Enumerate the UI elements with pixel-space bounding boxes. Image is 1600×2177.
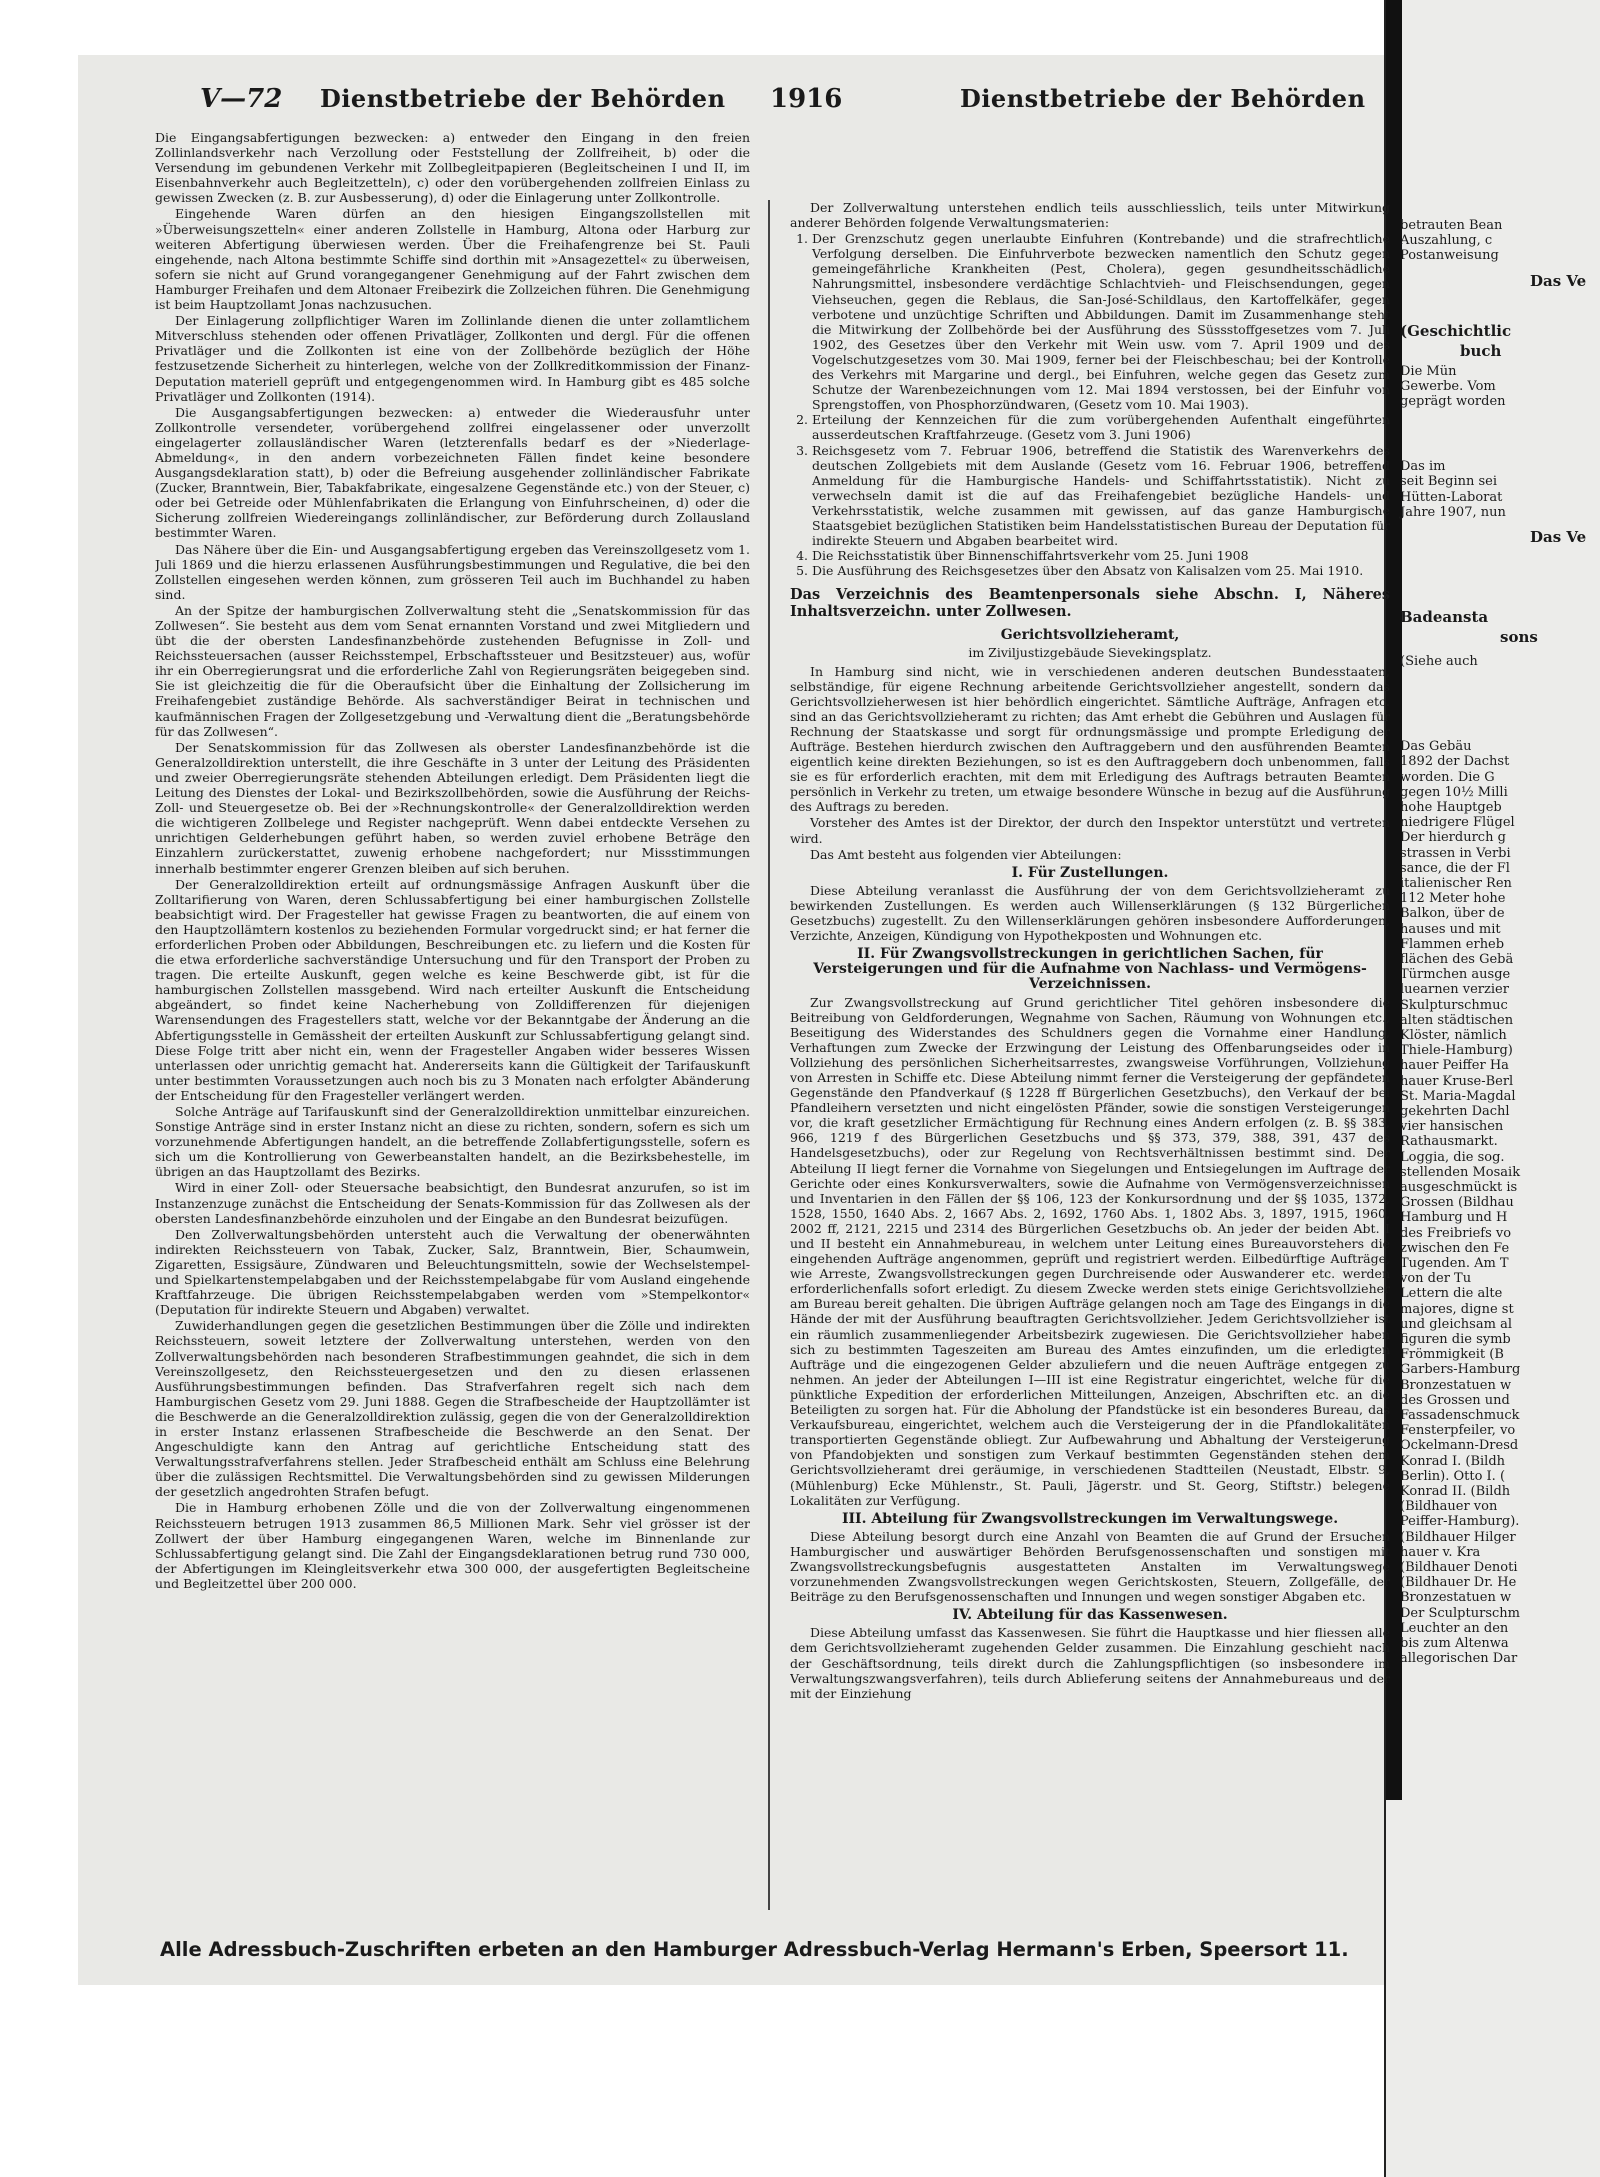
- column-divider: [768, 200, 770, 1910]
- fragment-line: (Bildhauer Hilger: [1400, 1529, 1516, 1545]
- fragment-line: des Freibriefs vo: [1400, 1225, 1512, 1241]
- page-number: V—72: [200, 84, 283, 114]
- fragment-line: Auszahlung, c: [1400, 233, 1493, 249]
- paragraph: Vorsteher des Amtes ist der Direktor, der durch den Inspektor unterstützt und vertreten wird.: [790, 815, 1390, 846]
- fragment-line: hohe Hauptgeb: [1400, 800, 1502, 815]
- fragment-line: Loggia, die sog.: [1400, 1149, 1505, 1165]
- fragment-line: geprägt worden: [1400, 394, 1506, 409]
- paragraph: Die Eingangsabfertigungen bezwecken: a) entweder den Eingang in den freien Zollinlandsverkehr nach Verzollung oder Feststellung der Zollfreiheit, b) oder die Versendung im gebundenen Verkehr mit Zollbegleitpapieren (Begleitscheinen I und II, im Eisenbahnverkehr auch Begleitzetteln), c) oder den vorübergehenden zollfreien Einlass zu gewissen Zwecken (z. B. zur Ausbesserung), d) oder die Einlagerung unter Zollkontrolle.: [155, 130, 750, 206]
- fragment-line: Leuchter an den: [1400, 1620, 1509, 1636]
- paragraph: Zuwiderhandlungen gegen die gesetzlichen Bestimmungen über die Zölle und indirekten Reichssteuern, soweit letztere der Zollverwaltung unterstehen, werden von den Zollverwaltungsbehörden nach besonderen Strafbestimmungen geahndet, die sich in dem Vereinszollgesetz, den Reichssteuergesetzen und den zu diesen erlassenen Ausführungsbestimmungen befinden. Das Strafverfahren regelt sich nach dem Hamburgischen Gesetz vom 29. Juni 1888. Gegen die Strafbescheide der Hauptzollämter ist die Beschwerde an die Generalzolldirektion zulässig, gegen die von der Generalzolldirektion in erster Instanz erlassenen Strafbescheide die Beschwerde an den Senat. Der Angeschuldigte kann den Antrag auf gerichtliche Entscheidung statt des Verwaltungsstrafverfahrens stellen. Jeder Strafbescheid enthält am Schluss eine Belehrung über die zulässigen Rechtsmittel. Die Verwaltungsbehörden sind zu gewissen Milderungen der gesetzlich angedrohten Strafen befugt.: [155, 1318, 750, 1500]
- section-text: Zur Zwangsvollstreckung auf Grund gerichtlicher Titel gehören insbesondere die Beitreibung von Geldforderungen, Wegnahme von Sachen, Räumung von Wohnungen etc., Beseitigung des Widerstandes des Schuldners gegen die Vornahme einer Handlung, Verhaftungen zum Zwecke der Erzwingung der Leistung des Offenbarungseides oder in Vollziehung des persönlichen Sicherheitsarrestes, zwangsweise Vorführungen, Vollziehung von Arresten in Schiffe etc. Diese Abteilung nimmt ferner die Versteigerung der gepfändeten Gegenstände den Pfandverkauf (§ 1228 ff Bürgerlichen Gesetzbuchs), den Verkauf der bei Pfandleihern versetzten und nicht eingelösten Pfänder, sowie die sonstigen Versteigerungen vor, die kraft gesetzlicher Ermächtigung für Rechnung eines Andern erfolgen (z. B. §§ 383, 966, 1219 f des Bürgerlichen Gesetzbuchs und §§ 373, 379, 388, 391, 437 des Handelsgesetzbuchs), oder zur Regelung von Rechtsverhältnissen bestimmt sind. Der Abteilung II liegt ferner die Vornahme von Siegelungen und Entsiegelungen im Auftrage der Gerichte oder eines Konkursverwalters, sowie die Aufnahme von Vermögensverzeichnissen und Inventarien in den Fällen der §§ 106, 123 der Konkursordnung und der §§ 1035, 1372, 1528, 1550, 1640 Abs. 2, 1667 Abs. 2, 1692, 1760 Abs. 1, 1802 Abs. 3, 1897, 1915, 1960, 2002 ff, 2121, 2215 und 2314 des Bürgerlichen Gesetzbuchs ob. An jeder der beiden Abt. I und II besteht ein Annahmebureau, in welchem unter Leitung eines Bureauvorstehers die eingehenden Aufträge angenommen, geprüft und registriert werden. Eilbedürftige Aufträge, wie Arreste, Zwangsvollstreckungen gegen Durchreisende oder Auswanderer etc. werden erforderlichenfalls sofort erledigt. Zu diesem Zwecke werden stets einige Gerichtsvollzieher am Bureau bereit gehalten. Die übrigen Aufträge gelangen noch am Tage des Eingangs in die Hände der mit der Ausführung beauftragten Gerichtsvollzieher. Jedem Gerichtsvollzieher ist ein räumlich zusammenliegender Arbeitsbezirk zugewiesen. Die Gerichtsvollzieher haben sich zu bestimmten Tageszeiten am Bureau des Amtes einzufinden, um die erledigten Aufträge und die eingezogenen Gelder abzuliefern und die neuen Aufträge entgegen zu nehmen. An jeder der Abteilungen I—III ist eine Registratur eingerichtet, welche für die pünktliche Expedition der erforderlichen Mitteilungen, Anzeigen, Abschriften etc. an die Beteiligten zu sorgen hat. Für die Abholung der Pfandstücke ist ein besonderes Bureau, das Verkaufsbureau, eingerichtet, welchem auch die Versteigerung der in die Pfandlokalitäten transportierten Gegenstände obliegt. Zur Aufbewahrung und Abhaltung der Versteigerung von Pfandobjekten und sonstigen zum Verkauf bestimmten Gegenständen stehen dem Gerichtsvollzieheramt drei geräumige, in verschiedenen Stadtteilen (Neustadt, Elbstr. 9, (Mühlenburg) Ecke Mühlenstr., St. Pauli, Jägerstr. und St. Georg, Stiftstr.) belegene Lokalitäten zur Verfügung.: [790, 994, 1390, 1508]
- section-text: Diese Abteilung veranlasst die Ausführung der von dem Gerichtsvollzieheramt zu bewirkenden Zustellungen. Es werden auch Willenserklärungen (§ 132 Bürgerlichen Gesetzbuchs) zugestellt. Zu den Willenserklärungen gehören insbesondere Aufforderungen, Verzichte, Anzeigen, Kündigung von Hypothekposten und Wohnungen etc.: [790, 882, 1390, 944]
- list-item: 2. Erteilung der Kennzeichen für die zum vorübergehenden Aufenthalt eingeführten ausserdeutschen Kraftfahrzeuge. (Gesetz vom 3. Juni 1906): [812, 412, 1390, 442]
- fragment-line: Berlin). Otto I. (: [1400, 1468, 1506, 1484]
- fragment-line: (Siehe auch: [1400, 654, 1478, 669]
- paragraph: Der Senatskommission für das Zollwesen als oberster Landesfinanzbehörde ist die Generalzolldirektion unterstellt, die ihre Geschäfte in 3 unter der Leitung des Präsidenten und zweier Oberregierungsräte stehenden Abteilungen erledigt. Dem Präsidenten liegt die Leitung des Dienstes der Lokal- und Bezirkszollbehörden, sowie die Ausführung der Reichs-Zoll- und Steuergesetze ob. Bei der »Rechnungskontrolle« der Generalzolldirektion werden die wichtigeren Zollbelege und Register nachgeprüft. Wenn dabei entdeckte Versehen zu unrichtigen Gelderhebungen geführt haben, so werden zuviel erhobene Beträge den Einzahlern zurückerstattet, zuwenig erhobene nachgefordert; nur Missstimmungen innerhalb bestimmter engerer Grenzen bleiben auf sich beruhen.: [155, 739, 750, 876]
- fragment-line: gegen 10½ Milli: [1400, 784, 1508, 800]
- intro-paragraph: Der Zollverwaltung unterstehen endlich teils ausschliesslich, teils unter Mitwirkung anderer Behörden folgende Verwaltungsmaterien:: [790, 200, 1390, 231]
- fragment-line: allegorischen Dar: [1400, 1651, 1518, 1667]
- fragment-line: (Bildhauer Dr. He: [1400, 1575, 1517, 1591]
- list-item: 4. Die Reichsstatistik über Binnenschiffahrtsverkehr vom 25. Juni 1908: [812, 548, 1390, 563]
- fragment-line: 1892 der Dachst: [1400, 754, 1510, 770]
- fragment-line: des Grossen und: [1400, 1392, 1510, 1408]
- fragment-line: (Bildhauer Denoti: [1400, 1560, 1518, 1575]
- fragment-line: Grossen (Bildhau: [1400, 1195, 1514, 1211]
- left-running-title: Dienstbetriebe der Behörden: [320, 84, 726, 113]
- fragment-line: sons: [1500, 628, 1538, 646]
- fragment-line: Das Gebäu: [1400, 739, 1472, 755]
- fragment-line: Der hierdurch g: [1400, 830, 1506, 846]
- fragment-line: Badeansta: [1400, 608, 1489, 626]
- fragment-line: worden. Die G: [1400, 769, 1495, 785]
- fragment-line: ausgeschmückt is: [1400, 1180, 1518, 1195]
- section-title: III. Abteilung für Zwangsvollstreckungen im Verwaltungswege.: [841, 1510, 1339, 1527]
- fragment-line: und gleichsam al: [1400, 1316, 1512, 1332]
- fragment-line: Fensterpfeiler, vo: [1400, 1423, 1516, 1439]
- fragment-line: hauer Peiffer Ha: [1400, 1058, 1509, 1074]
- section-title: IV. Abteilung für das Kassenwesen.: [952, 1607, 1228, 1624]
- fragment-line: von der Tu: [1400, 1271, 1472, 1287]
- fragment-line: buch: [1460, 341, 1502, 360]
- fragment-line: Ockelmann-Dresd: [1400, 1438, 1519, 1454]
- section-title: II. Für Zwangsvollstreckungen in gerichtlichen Sachen, für Versteigerungen und für die Aufnahme von Nachlass- und Vermögens-Verzeichnissen.: [813, 946, 1367, 993]
- section-text: Diese Abteilung besorgt durch eine Anzahl von Beamten die auf Grund der Ersuchen Hamburgischer und auswärtiger Behörden Berufsgenossenschaften und sonstigen mit Zwangsvollstreckungsbefugnis ausgestatteten Anstalten im Verwaltungswege vorzunehmenden Zwangsvollstreckungen wegen Gerichtskosten, Steuern, Zollgefälle, der Beiträge zu den Berufsgenossenschaften und Innungen und wegen sonstiger Abgaben etc.: [790, 1528, 1390, 1605]
- fragment-line: luearnen verzier: [1400, 982, 1509, 998]
- fragment-line: flächen des Gebä: [1400, 952, 1514, 967]
- paragraph: Die Ausgangsabfertigungen bezwecken: a) entweder die Wiederausfuhr unter Zollkontrolle versendeter, vorübergehend zollfrei eingelassener oder unverzollt eingelagerter zollausländischer Waren (letzterenfalls bedarf es der »Niederlage-Abmeldung«, in den andern vorbezeichneten Fällen findet keine besondere Ausgangsdeklaration statt), b) oder die Befreiung ausgehender zollinländischer Fabrikate (Zucker, Branntwein, Bier, Tabakfabrikate, eingesalzene Gegenstände etc.) von der Steuer, c) oder bei Getreide oder Mühlenfabrikaten die Erlangung von Einfuhrscheinen, d) oder die Sicherung zollfreien Wiedereingangs zollinländischer, zur Beförderung durch Zollausland bestimmter Waren.: [155, 404, 750, 541]
- fragment-line: Skulpturschmuc: [1400, 997, 1508, 1013]
- fragment-line: Das im: [1400, 459, 1446, 475]
- fragment-line: Der Sculpturschm: [1400, 1605, 1520, 1621]
- fragment-line: Die Mün: [1400, 363, 1457, 379]
- fragment-line: Klöster, nämlich: [1400, 1028, 1507, 1043]
- fragment-line: Peiffer-Hamburg).: [1400, 1514, 1520, 1530]
- fragment-line: Konrad II. (Bildh: [1400, 1484, 1511, 1499]
- fragment-line: Hütten-Laborat: [1400, 489, 1503, 505]
- fragment-line: St. Maria-Magdal: [1400, 1088, 1516, 1104]
- paragraph: Wird in einer Zoll- oder Steuersache beabsichtigt, den Bundesrat anzurufen, so ist im Instanzenzuge zunächst die Entscheidung der Senats-Kommission für das Zollwesen als der obersten Landesfinanzbehörde einzuholen und der Eingabe an den Bundesrat beizufügen.: [155, 1180, 750, 1226]
- fragment-line: Thiele-Hamburg): [1400, 1043, 1513, 1059]
- list-item: 3. Reichsgesetz vom 7. Februar 1906, betreffend die Statistik des Warenverkehrs des deutschen Zollgebiets mit dem Auslande (Gesetz vom 16. Februar 1906, betreffend Anmeldung für die Hamburgische Handels- und Schiffahrtsstatistik). Nicht zu verwechseln damit ist die auf das Freihafengebiet bezügliche Handels- und Verkehrsstatistik, welche zusammen mit gewissen, auf das ganze Hamburgische Staatsgebiet bezüglichen Statistiken beim Handelsstatistischen Bureau der Deputation für indirekte Steuern und Abgaben bearbeitet wird.: [812, 443, 1390, 549]
- paragraph: Solche Anträge auf Tarifauskunft sind der Generalzolldirektion unmittelbar einzureichen. Sonstige Anträge sind in erster Instanz nicht an diese zu richten, sondern, sofern es sich um vorzunehmende Abfertigungen handelt, an die betreffende Zollabfertigungsstelle, sofern es sich um die Kontrollierung von Gewerbeanstalten handelt, an die Bezirksbehestelle, im übrigen an das Hauptzollamt des Bezirks.: [155, 1104, 750, 1180]
- paragraph: In Hamburg sind nicht, wie in verschiedenen anderen deutschen Bundesstaaten, selbständige, für eigene Rechnung arbeitende Gerichtsvollzieher angestellt, sondern das Gerichtsvollzieherwesen ist hier behördlich eingerichtet. Sämtliche Aufträge, Anfragen etc. sind an das Gerichtsvollzieheramt zu richten; das Amt erhebt die Gebühren und Auslagen für Rechnung der Staatskasse und sorgt für ordnungsmässige und prompte Erledigung der Aufträge. Bestehen hierdurch zwischen den Auftraggebern und den ausführenden Beamten eigentlich keine direkten Beziehungen, so ist es den Auftraggebern doch unbenommen, falls sie es für erforderlich erachten, mit dem mit Erledigung des Auftrags betrauten Beamten persönlich in Verkehr zu treten, um etwaige besondere Wünsche in bezug auf die Ausführung des Auftrags zu bereden.: [790, 663, 1390, 815]
- fragment-line: zwischen den Fe: [1400, 1240, 1510, 1256]
- office-location: im Ziviljustizgebäude Sievekingsplatz.: [968, 645, 1212, 661]
- fragment-line: hauer v. Kra: [1400, 1544, 1481, 1560]
- section-title: I. Für Zustellungen.: [1011, 864, 1169, 881]
- fragment-line: hauses und mit: [1400, 921, 1501, 937]
- office-title: Gerichtsvollzieheramt,: [1000, 627, 1180, 644]
- fragment-line: Das Ve: [1530, 271, 1587, 290]
- fragment-line: hauer Kruse-Berl: [1400, 1073, 1514, 1089]
- fragment-line: Bronzestatuen w: [1400, 1590, 1512, 1606]
- list-item: 1. Der Grenzschutz gegen unerlaubte Einfuhren (Kontrebande) und die strafrechtliche Verfolgung derselben. Die Einfuhrverbote bezwecken namentlich den Schutz gegen gemeingefährliche Krankheiten (Pest, Cholera), gegen gesundheitsschädliche Nahrungsmittel, insbesondere verdächtige Schlachtvieh- und Fleischsendungen, gegen Viehseuchen, gegen die Reblaus, die San-José-Schildlaus, den Kartoffelkäfer, gegen verbotene und unzüchtige Schriften und Abbildungen. Damit im Zusammenhange steht die Mitwirkung der Zollbehörde bei der Ausführung des Süssstoffgesetzes vom 7. Juli 1902, des Gesetzes über den Verkehr mit Wein usw. vom 7. April 1909 und des Vogelschutzgesetzes vom 30. Mai 1909, ferner bei der Fleischbeschau; bei der Kontrolle des Verkehrs mit Margarine und dergl., bei Einfuhren, welche gegen das Gesetz zum Schutze der Warenbezeichnungen vom 12. Mai 1894 verstossen, bei der Einfuhr von Sprengstoffen, von Phosphorzündwaren, (Gesetz vom 10. Mai 1903).: [812, 231, 1390, 412]
- fragment-line: Konrad I. (Bildh: [1400, 1453, 1506, 1469]
- list-item: 5. Die Ausführung des Reichsgesetzes über den Absatz von Kalisalzen vom 25. Mai 1910.: [812, 563, 1390, 578]
- right-column: [790, 200, 1390, 1920]
- fragment-line: Türmchen ausge: [1400, 967, 1511, 983]
- fragment-line: Das Ve: [1530, 528, 1587, 546]
- verzeichnis-heading: Das Verzeichnis des Beamtenpersonals siehe Abschn. I, Näheres Inhaltsverzeichn. unter Zollwesen.: [790, 586, 1390, 621]
- fragment-line: Hamburg und H: [1400, 1210, 1508, 1226]
- fragment-line: gekehrten Dachl: [1400, 1104, 1510, 1119]
- fragment-line: Jahre 1907, nun: [1400, 504, 1506, 520]
- paragraph: Der Einlagerung zollpflichtiger Waren im Zollinlande dienen die unter zollamtlichem Mitverschluss stehenden oder offenen Privatläger, Zollkonten und dergl. Für die offenen Privatläger und die Zollkonten ist eine von der Zollbehörde bezüglich der Höhe festzusetzende Sicherheit zu hinterlegen, welche von der Zollkreditkommission der Finanz-Deputation materiell geprüft und entgegengenommen wird. In Hamburg gibt es 485 solche Privatläger und Zollkonten (1914).: [155, 313, 750, 404]
- right-running-title: Dienstbetriebe der Behörden: [960, 84, 1366, 113]
- paragraph: Der Generalzolldirektion erteilt auf ordnungsmässige Anfragen Auskunft über die Zolltarifierung von Waren, deren Schlussabfertigung bei einer hamburgischen Zollstelle beabsichtigt wird. Der Fragesteller hat gewisse Fragen zu beantworten, die auf einem von den Hauptzollämtern kostenlos zu beziehenden Formular vorgedruckt sind; er hat ferner die erforderlichen Proben oder Abbildungen, Beschreibungen etc. zu liefern und die Kosten für die etwa erforderliche sachverständige Untersuchung und für den Transport der Proben zu tragen. Die erteilte Auskunft, gegen welche es keine Beschwerde gibt, ist für die hamburgischen Zollstellen massgebend. Wird nach erteilter Auskunft die Entscheidung abgeändert, so findet keine Nacherhebung von Zolldifferenzen für diejenigen Warensendungen des Fragestellers statt, welche vor der Bekanntgabe der Änderung an die Abfertigungsstelle in Gemässheit der erteilten Auskunft zur Schlussabfertigung gelangt sind. Diese Folge tritt aber nicht ein, wenn der Fragesteller Angaben wider besseres Wissen unterlassen oder unrichtig gemacht hat. Andererseits kann die Gültigkeit der Tarifauskunft unter bestimmten Voraussetzungen auch noch bis zu 3 Monaten nach erfolgter Abänderung der Entscheidung für den Fragesteller verlängert werden.: [155, 876, 750, 1103]
- fragment-line: Rathausmarkt.: [1400, 1134, 1498, 1150]
- fragment-line: Frömmigkeit (B: [1400, 1347, 1504, 1363]
- fragment-line: stellenden Mosaik: [1400, 1164, 1521, 1180]
- paragraph: Den Zollverwaltungsbehörden untersteht auch die Verwaltung der obenerwähnten indirekten Reichssteuern von Tabak, Zucker, Salz, Branntwein, Bier, Schaumwein, Zigaretten, Essigsäure, Zündwaren und Beleuchtungsmitteln, sowie der Wechselstempel- und Spielkartenstempelabgaben und der Reichsstempelabgabe für vom Ausland eingehende Kraftfahrzeuge. Die übrigen Reichsstempelabgaben werden vom »Stempelkontor« (Deputation für indirekte Steuern und Abgaben) verwaltet.: [155, 1226, 750, 1318]
- fragment-line: (Bildhauer von: [1400, 1499, 1498, 1515]
- fragment-line: Flammen erheb: [1400, 936, 1505, 952]
- fragment-line: sance, die der Fl: [1400, 860, 1510, 876]
- fragment-line: Tugenden. Am T: [1400, 1256, 1509, 1271]
- fragment-line: Bronzestatuen w: [1400, 1377, 1512, 1393]
- footer-notice: Alle Adressbuch-Zuschriften erbeten an den Hamburger Adressbuch-Verlag Hermann's Erben, Speersort 11.: [160, 1938, 1349, 1961]
- fragment-line: Lettern die alte: [1400, 1286, 1503, 1302]
- fragment-line: betrauten Bean: [1400, 218, 1503, 233]
- fragment-line: niedrigere Flügel: [1400, 815, 1515, 831]
- paragraph: Das Amt besteht aus folgenden vier Abteilungen:: [810, 846, 1122, 862]
- paragraph: Eingehende Waren dürfen an den hiesigen Eingangszollstellen mit »Überweisungszetteln« einer anderen Zollstelle in Hamburg, Altona oder Harburg zur weiteren Abfertigung überwiesen werden. Über die Freihafengrenze bei St. Pauli eingehende, nach Altona bestimmte Schiffe sind dorthin mit »Ansagezettel« zu überweisen, sofern sie nicht auf Grund vorangegangener Genehmigung auf der Fahrt zwischen dem Hamburger Freihafen und dem Altonaer Freibezirk die Zollzeichen führen. Die Genehmigung ist beim Hauptzollamt Jonas nachzusuchen.: [155, 206, 750, 313]
- fragment-line: Garbers-Hamburg: [1400, 1362, 1521, 1378]
- fragment-line: Gewerbe. Vom: [1400, 378, 1496, 394]
- fragment-line: italienischer Ren: [1400, 876, 1512, 891]
- paragraph: Die in Hamburg erhobenen Zölle und die von der Zollverwaltung eingenommenen Reichssteuern betrugen 1913 zusammen 86,5 Millionen Mark. Sehr viel grösser ist der Zollwert der über Hamburg eingegangenen Waren, welche im Binnenlande zur Schlussabfertigung gelangt sind. Die Zahl der Eingangsdeklarationen betrug rund 730 000, der Abfertigungen im Kleingleitsverkehr etwa 300 000, der ausgefertigten Begleitscheine und Begleitzettel über 200 000.: [155, 1500, 750, 1591]
- fragment-line: alten städtischen: [1400, 1012, 1514, 1028]
- administration-list: [790, 231, 1390, 578]
- fragment-line: Fassadenschmuck: [1400, 1408, 1520, 1423]
- fragment-line: seit Beginn sei: [1400, 474, 1498, 490]
- fragment-line: majores, digne st: [1400, 1301, 1514, 1317]
- fragment-line: vier hansischen: [1400, 1119, 1504, 1135]
- fragment-line: Postanweisung: [1400, 248, 1499, 264]
- paragraph: Das Nähere über die Ein- und Ausgangsabfertigung ergeben das Vereinszollgesetz vom 1. Juli 1869 und die hierzu erlassenen Ausführungsbestimmungen und Regulative, die bei den Zollstellen eingesehen werden können, zum grösseren Teil auch im Buchhandel zu haben sind.: [155, 541, 750, 602]
- paragraph: An der Spitze der hamburgischen Zollverwaltung steht die „Senatskommission für das Zollwesen“. Sie besteht aus dem vom Senat ernannten Vorstand und zwei Mitgliedern und übt die der obersten Landesfinanzbehörde zustehenden Befugnisse in Zoll- und Reichssteuersachen (ausser Reichsstempel, Erbschaftssteuer und Besitzsteuer) aus, wofür ihr ein Oberregierungsrat und die erforderliche Zahl von Regierungsräten beigegeben sind. Sie ist gleichzeitig die für die Oberaufsicht über die Einhaltung der Zollsicherung im Freihafengebiet zuständige Behörde. Als sachverständiger Beirat in technischen und kaufmännischen Fragen der Zollgesetzgebung und -Verwaltung dient die „Beratungsbehörde für das Zollwesen“.: [155, 602, 750, 739]
- left-column: [155, 130, 750, 1920]
- fragment-line: 112 Meter hohe: [1400, 891, 1506, 907]
- fragment-line: bis zum Altenwa: [1400, 1636, 1509, 1651]
- section-text: Diese Abteilung umfasst das Kassenwesen. Sie führt die Hauptkasse und hier fliessen alle dem Gerichtsvollzieheramt zugehenden Gelder zusammen. Die Einzahlung geschieht nach der Geschäftsordnung, teils direkt durch die Zahlungspflichtigen (so insbesondere im Verwaltungszwangsverfahren), teils durch Ablieferung seitens der Annahmebureaus und der mit der Einziehung: [790, 1625, 1390, 1701]
- fragment-line: figuren die symb: [1400, 1332, 1511, 1347]
- fragment-line: Balkon, über de: [1400, 906, 1505, 922]
- fragment-line: strassen in Verbi: [1400, 845, 1511, 861]
- year-heading: 1916: [770, 84, 843, 114]
- fragment-line: (Geschichtlic: [1400, 321, 1512, 340]
